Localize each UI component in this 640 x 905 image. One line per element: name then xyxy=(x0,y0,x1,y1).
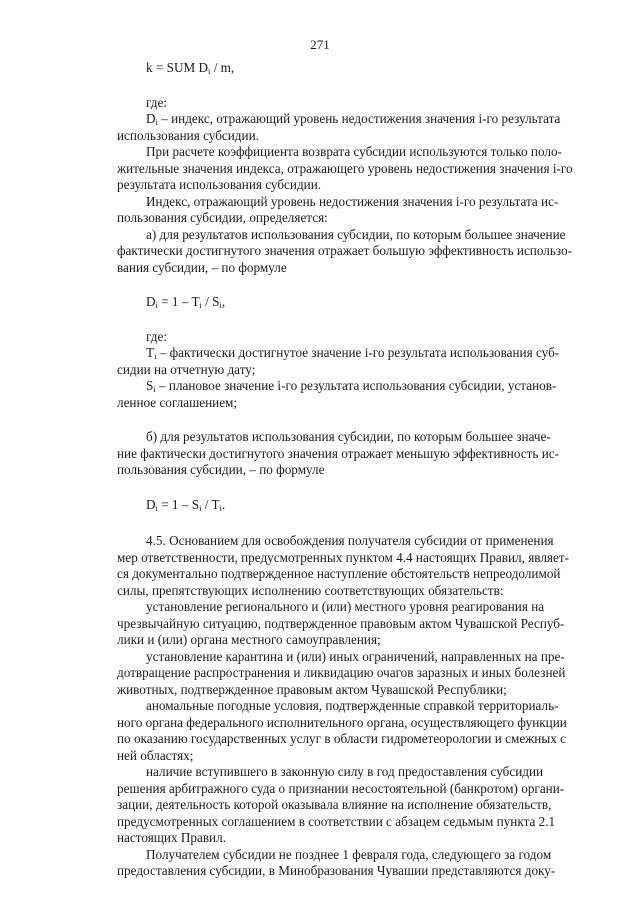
s-definition-line-1: $S_i$ – плановое значение i-го результата использования субсидии, установ- xyxy=(146,378,557,394)
d-definition-line-2: использования субсидии. xyxy=(117,127,259,143)
court-line-5: настоящих Правил. xyxy=(117,830,226,845)
t-definition-line-2: сидии на отчетную дату; xyxy=(117,361,256,377)
d-definition-line-1: $D_i$ – индекс, отражающий уровень недостижения значения i-го результата xyxy=(146,111,561,127)
final-line-1: Получателем субсидии не позднее 1 февраля года, следующего за годом xyxy=(146,846,552,862)
calc-paragraph-line-3: результата использования субсидии. xyxy=(117,177,322,192)
regional-line-3: лики и (или) органа местного самоуправления; xyxy=(117,632,381,647)
quarantine-line-1: установление карантина и (или) иных ограничений, направленных на пре- xyxy=(146,648,565,664)
weather-line-1: аномальные погодные условия, подтвержденные справкой территориаль- xyxy=(146,698,559,713)
clause-4-5-line-1: 4.5. Основанием для освобождения получателя субсидии от применения xyxy=(146,533,554,548)
where-label-1: где: xyxy=(146,94,167,110)
weather-line-4: ней областях; xyxy=(117,747,194,763)
index-paragraph-line-2: пользования субсидии, определяется: xyxy=(117,210,328,225)
clause-4-5-line-2: мер ответственности, предусмотренных пунктом 4.4 настоящих Правил, являет- xyxy=(117,549,569,565)
weather-line-2: ного органа федерального исполнительного органа, осуществляющего функции xyxy=(117,714,567,730)
where-label-2: где: xyxy=(146,328,167,344)
court-line-1: наличие вступившего в законную силу в год предоставления субсидии xyxy=(146,764,544,779)
case-a-line-1: а) для результатов использования субсидии, по которым большее значение xyxy=(146,226,566,242)
regional-line-2: чрезвычайную ситуацию, подтвержденное правовым актом Чувашской Респуб- xyxy=(117,615,565,631)
t-definition-line-1: $T_i$ – фактически достигнутое значение i-го результата использования суб- xyxy=(146,345,560,361)
formula-b: $D_i = 1 - S_i / T_i$. xyxy=(146,496,226,513)
quarantine-line-2: дотвращение распространения и ликвидацию очагов заразных и иных болезней xyxy=(117,665,566,680)
formula-a: $D_i = 1 - T_i / S_i$, xyxy=(146,294,226,310)
clause-4-5-line-4: силы, препятствующих исполнению соответствующих обязательств: xyxy=(117,582,504,598)
court-line-4: предусмотренных соглашением в соответствии с абзацем седьмым пункта 2.1 xyxy=(117,813,556,829)
case-b-line-3: пользования субсидии, – по формуле xyxy=(117,462,325,477)
regional-line-1: установление регионального и (или) местного уровня реагирования на xyxy=(146,599,545,614)
s-definition-line-2: ленное соглашением; xyxy=(117,394,238,410)
court-line-3: зации, деятельность которой оказывала влияние на исполнение обязательств, xyxy=(117,797,552,812)
case-a-line-2: фактически достигнутого значения отражает большую эффективность использо- xyxy=(117,243,572,258)
calc-paragraph-line-2: жительные значения индекса, отражающего уровень недостижения значения i-го xyxy=(117,160,573,176)
index-paragraph-line-1: Индекс, отражающий уровень недостижения значения i-го результата ис- xyxy=(146,193,559,209)
case-b-line-1: б) для результатов использования субсидии, по которым большее значе- xyxy=(146,429,551,444)
case-b-line-2: ние фактически достигнутого значения отражает меньшую эффективность ис- xyxy=(117,445,559,461)
clause-4-5-line-3: ся документально подтвержденное наступление обстоятельств непреодолимой xyxy=(117,566,561,581)
formula-k: k = SUM $D_i$ / m, xyxy=(146,60,235,76)
case-a-line-3: вания субсидии, – по формуле xyxy=(117,259,287,275)
quarantine-line-3: животных, подтвержденное правовым актом Чувашской Республики; xyxy=(117,681,507,697)
page-body xyxy=(117,60,598,880)
court-line-2: решения арбитражного суда о признании несостоятельной (банкротом) органи- xyxy=(117,780,565,796)
calc-paragraph-line-1: При расчете коэффициента возврата субсидии используются только поло- xyxy=(146,144,562,159)
final-line-2: предоставления субсидии, в Минобразования Чувашии представляются доку- xyxy=(117,863,556,878)
page-number: 271 xyxy=(310,37,330,52)
weather-line-3: по оказанию государственных услуг в области гидрометеорологии и смежных с xyxy=(117,731,566,746)
